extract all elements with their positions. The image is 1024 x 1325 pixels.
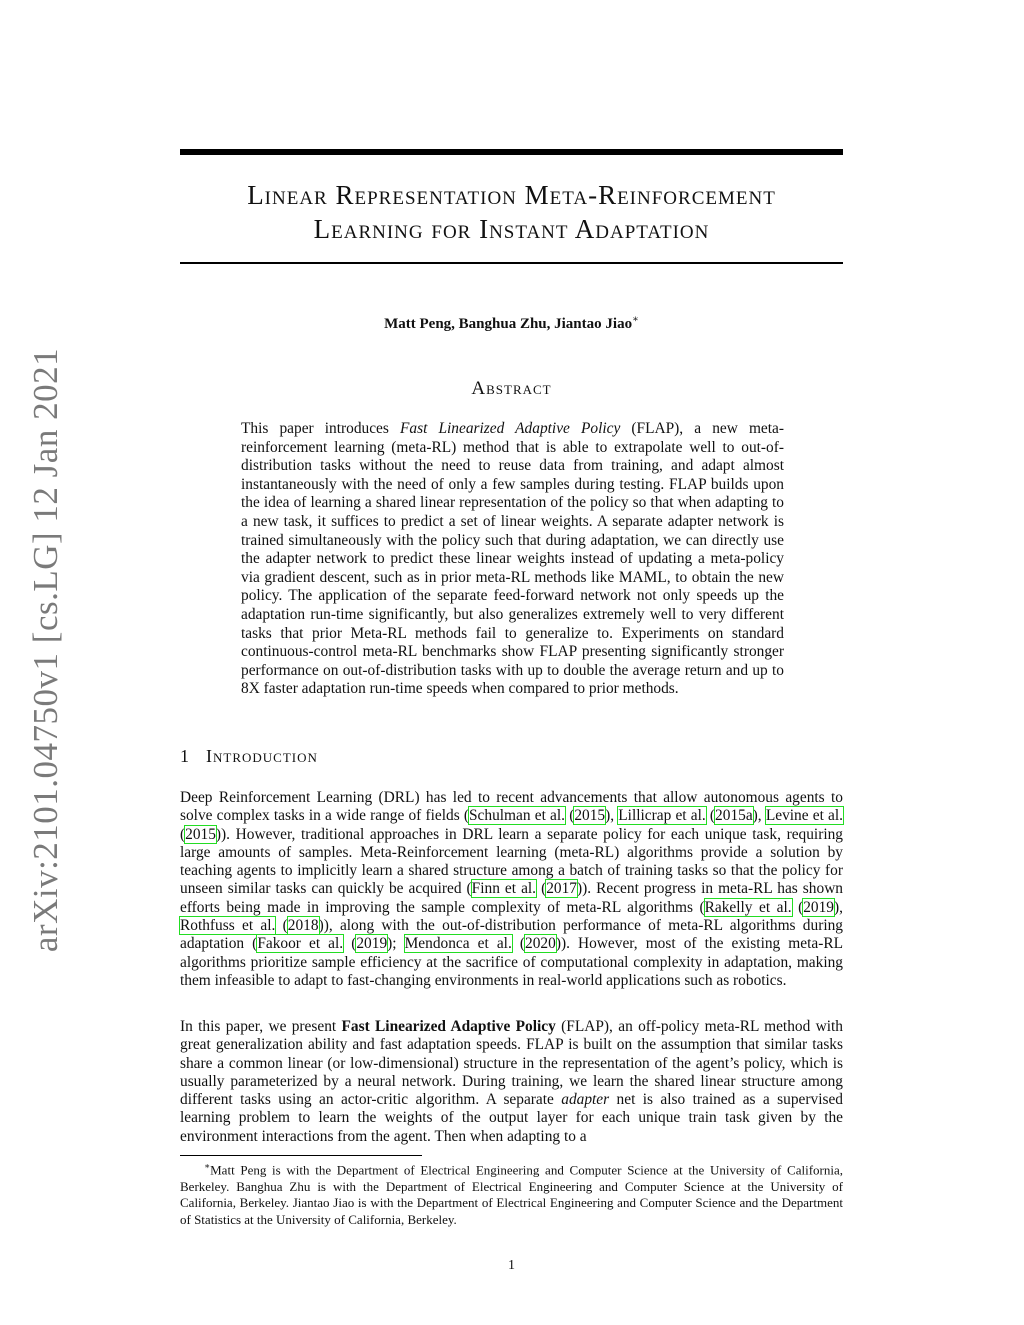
citation-year-link[interactable]: 2015 (574, 807, 606, 825)
text-run: )). Recent progress in meta-RL has shown efforts being made in improving the sample complexity of meta-RL algorithms ( (180, 880, 843, 916)
arxiv-identifier (20, 347, 72, 953)
abstract-part: (FLAP), a new meta-reinforcement learning (meta-RL) method that is able to extrapolate well to out-of-distribution tasks without the need to reuse data from training, and adapt almost instantaneously with the need of only a few samples during testing. FLAP builds upon the idea of learning a shared linear representation of the policy so that when adapting to a new task, it suffices to predict a set of linear weights. A separate adapter network is trained simultaneously with the policy such that during adaptation, we can directly use the adapter network to predict these linear weights instead of updating a meta-policy via gradient descent, such as in prior meta-RL methods like MAML, to obtain the new policy. The application of the separate feed-forward network not only speeds up the adaptation run-time significantly, but also generalizes extremely well to very different tasks that prior Meta-RL methods fail to generalize to. Experiments on standard continuous-control meta-RL benchmarks show FLAP presenting significantly stronger performance on out-of-distribution tasks with up to double the average return and up to 8X faster adaptation run-time speeds when compared to prior methods. (241, 420, 784, 698)
section-heading-introduction (180, 746, 318, 767)
text-run: ( (343, 935, 357, 953)
intro-paragraph-1 (180, 789, 843, 990)
citation-year-link[interactable]: 2015a (715, 807, 753, 825)
author-footnote-mark[interactable]: ∗ (632, 314, 639, 325)
citation-year-link[interactable]: 2018 (287, 917, 319, 935)
text-run: ), (834, 898, 843, 916)
arxiv-identifier-text: arXiv:2101.04750v1 [cs.LG] 12 Jan 2021 (26, 347, 66, 953)
abstract-text (241, 420, 784, 699)
citation-link[interactable]: Schulman et al. (469, 807, 565, 825)
title-top-rule (180, 149, 843, 155)
footnote-text: Matt Peng is with the Department of Electrical Engineering and Computer Science at the University of California, Berkeley. Banghua Zhu is with the Department of Electrical Engineering and Computer Science at the University of California, Berkeley. Jiantao Jiao is with the Department of Electrical Engineering and Computer Science and the Department of Statistics at the University of California, Berkeley. (180, 1162, 843, 1227)
text-run: In this paper, we present (180, 1018, 342, 1035)
text-run: Deep Reinforcement Learning (DRL) has led to recent advancements that allow autonomous agents to solve complex tasks in a wide range of fields ( (180, 789, 843, 825)
citation-year-link[interactable]: 2017 (546, 880, 577, 898)
text-run: ( (565, 807, 575, 825)
method-name: Fast Linearized Adaptive Policy (400, 420, 621, 437)
text-run: ( (791, 898, 804, 916)
adapter-term: adapter (561, 1091, 610, 1109)
citation-link[interactable]: Fakoor et al. (257, 935, 344, 953)
text-run: ( (180, 825, 186, 843)
method-name-bold: Fast Linearized Adaptive Policy (341, 1018, 556, 1035)
text-run: ( (536, 880, 547, 898)
authors-text: Matt Peng, Banghua Zhu, Jiantao Jiao (384, 316, 633, 332)
citation-link[interactable]: Levine et al. (765, 807, 844, 825)
text-run: ); (387, 935, 405, 953)
text-run: )). However, most of the existing meta-RL algorithms prioritize sample efficiency at the sacrifice of computational complexity in adaptation, making them infeasible to adapt to fast-changing environments in real-world applications such as robotics. (180, 935, 844, 989)
citation-year-link[interactable]: 2019 (356, 935, 388, 953)
citation-link[interactable]: Rothfuss et al. (180, 917, 276, 935)
citation-link[interactable]: Mendonca et al. (404, 935, 512, 953)
page-number: 1 (508, 1258, 515, 1273)
author-list (180, 314, 843, 333)
title-bottom-rule (180, 262, 843, 264)
intro-paragraph-2 (180, 1018, 843, 1146)
text-run: ( (275, 917, 288, 935)
text-run: )). However, traditional approaches in DRL learn a separate policy for each unique task, requiring large amounts of samples. Meta-Reinforcement learning (meta-RL) algorithms provide a solution by teaching agents to implicitly learn a shared structure among a batch of training tasks so that the policy for unseen similar tasks can quickly be acquired ( (180, 825, 843, 898)
text-run: net is also trained as a supervised learning problem to learn the weights of the output layer for each unique train task given by the environment interactions from the agent. Then when adapting to a (180, 1091, 843, 1145)
citation-year-link[interactable]: 2020 (525, 935, 556, 953)
section-number: 1 (180, 746, 190, 766)
paper-title (180, 178, 843, 246)
citation-year-link[interactable]: 2015 (185, 825, 216, 843)
title-line-2: Learning for Instant Adaptation (313, 214, 710, 244)
footnote-mark: ∗ (204, 1161, 211, 1171)
text-run: ), (605, 807, 619, 825)
footnote (180, 1158, 843, 1228)
text-run: ( (705, 807, 716, 825)
citation-link[interactable]: Lillicrap et al. (618, 807, 706, 825)
citation-year-link[interactable]: 2019 (803, 898, 834, 916)
text-run: ( (511, 935, 526, 953)
footnote-rule (180, 1155, 422, 1156)
text-run: )), along with the out-of-distribution performance of meta-RL algorithms during adaptation ( (180, 917, 843, 953)
abstract-heading: Abstract (471, 378, 552, 399)
section-title: Introduction (206, 746, 318, 766)
abstract-part: This paper introduces (241, 420, 400, 437)
title-line-1: Linear Representation Meta-Reinforcement (247, 180, 776, 210)
text-run: ), (752, 807, 766, 825)
text-run: (FLAP), an off-policy meta-RL method with great generalization ability and fast adaptation speeds. FLAP is built on the assumption that similar tasks share a common linear (or low-dimensional) structure in the representation of the agent’s policy, which is usually parameterized by a neural network. During training, we learn the shared linear structure among different tasks using an actor-critic algorithm. A separate (180, 1018, 843, 1109)
citation-link[interactable]: Rakelly et al. (704, 898, 792, 916)
citation-link[interactable]: Finn et al. (471, 880, 537, 898)
